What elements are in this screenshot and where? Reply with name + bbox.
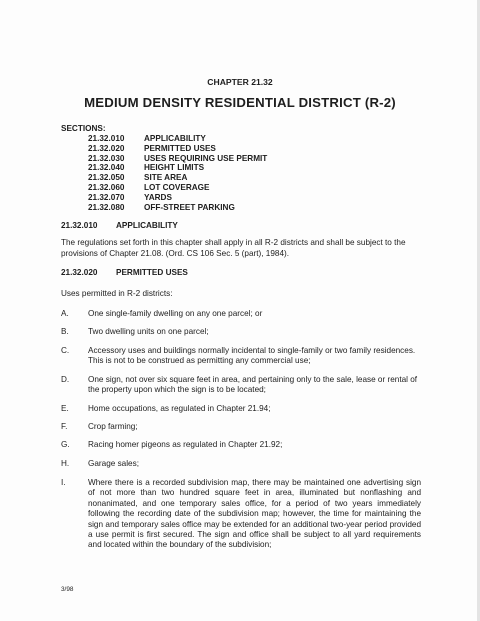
item-letter: G. xyxy=(61,440,70,449)
list-item xyxy=(61,327,431,337)
applicability-body: The regulations set forth in this chapter shall apply in all R-2 districts and shall be subject to the provisions of Chapter 21.08. (Ord. CS 106 Sec. 5 (part), 1984). xyxy=(61,238,406,258)
applicability-heading xyxy=(61,221,178,230)
section-number: 21.32.080 xyxy=(88,202,125,212)
item-text: Garage sales; xyxy=(88,459,139,468)
section-title: PERMITTED USES xyxy=(144,143,216,153)
item-text: One sign, not over six square feet in area, and pertaining only to the sale, lease or rental of the property upon which the sign is to be located; xyxy=(88,375,418,395)
section-title: APPLICABILITY xyxy=(116,221,178,230)
list-item xyxy=(61,375,431,396)
list-item xyxy=(61,404,431,414)
revision-date: 3/98 xyxy=(61,586,74,593)
item-letter: F. xyxy=(61,422,68,431)
chapter-title: MEDIUM DENSITY RESIDENTIAL DISTRICT (R-2) xyxy=(84,95,396,110)
item-text: Racing homer pigeons as regulated in Chapter 21.92; xyxy=(88,440,283,449)
item-text: Two dwelling units on one parcel; xyxy=(88,327,209,336)
permitted-uses-heading xyxy=(61,268,188,277)
section-title: LOT COVERAGE xyxy=(144,182,210,192)
item-letter: H. xyxy=(61,459,70,468)
section-title: SITE AREA xyxy=(144,173,188,183)
item-text: Accessory uses and buildings normally incidental to single-family or two family residences. This is not to be construed as permitting any commercial use; xyxy=(88,346,416,366)
chapter-label: CHAPTER 21.32 xyxy=(207,77,273,87)
section-entry xyxy=(88,163,267,173)
section-entry xyxy=(88,183,267,193)
item-text: Home occupations, as regulated in Chapter 21.94; xyxy=(88,404,271,413)
list-item xyxy=(61,459,431,469)
item-text: Where there is a recorded subdivision map, there may be maintained one advertising sign of not more than two hundred square feet in area, illuminated but nonflashing and nonanimated, and one temporary sales office, for a period of two years immediately following the recording date of the subdivision map; however, the time for maintaining the sign and temporary sales office may be extended for an additional two-year period provided a use permit is first secured. The sign and office shall be subject to all yard requirements and located within the boundary of the subdivision; xyxy=(88,478,421,550)
list-item xyxy=(61,440,431,450)
section-number: 21.32.060 xyxy=(88,182,125,192)
item-letter: E. xyxy=(61,404,69,413)
section-title: APPLICABILITY xyxy=(144,134,206,143)
section-number: 21.32.010 xyxy=(88,134,125,143)
item-letter: I. xyxy=(61,478,66,487)
list-item xyxy=(61,346,431,367)
item-letter: A. xyxy=(61,309,69,318)
item-text: One single-family dwelling on any one parcel; or xyxy=(88,309,263,318)
section-title: YARDS xyxy=(144,192,172,202)
permitted-uses-intro: Uses permitted in R-2 districts: xyxy=(61,289,173,298)
item-letter: B. xyxy=(61,327,69,336)
section-entry xyxy=(88,134,267,144)
sections-list xyxy=(88,134,267,212)
section-entry xyxy=(88,144,267,154)
section-title: USES REQUIRING USE PERMIT xyxy=(144,153,268,163)
list-item xyxy=(61,478,431,551)
section-entry xyxy=(88,203,267,213)
sections-heading: SECTIONS: xyxy=(61,124,106,133)
list-item xyxy=(61,422,431,432)
section-entry xyxy=(88,154,267,164)
section-title: PERMITTED USES xyxy=(116,268,188,277)
section-number: 21.32.050 xyxy=(88,173,125,183)
list-item xyxy=(61,309,431,319)
section-number: 21.32.020 xyxy=(61,268,98,277)
section-title: OFF-STREET PARKING xyxy=(144,202,235,212)
section-title: HEIGHT LIMITS xyxy=(144,163,205,173)
item-letter: C. xyxy=(61,346,70,355)
section-number: 21.32.030 xyxy=(88,153,125,163)
item-text: Crop farming; xyxy=(88,422,138,431)
section-entry xyxy=(88,173,267,183)
item-letter: D. xyxy=(61,375,70,384)
section-number: 21.32.010 xyxy=(61,221,98,230)
section-number: 21.32.070 xyxy=(88,192,125,202)
section-entry xyxy=(88,193,267,203)
section-number: 21.32.020 xyxy=(88,143,125,153)
section-number: 21.32.040 xyxy=(88,163,125,173)
